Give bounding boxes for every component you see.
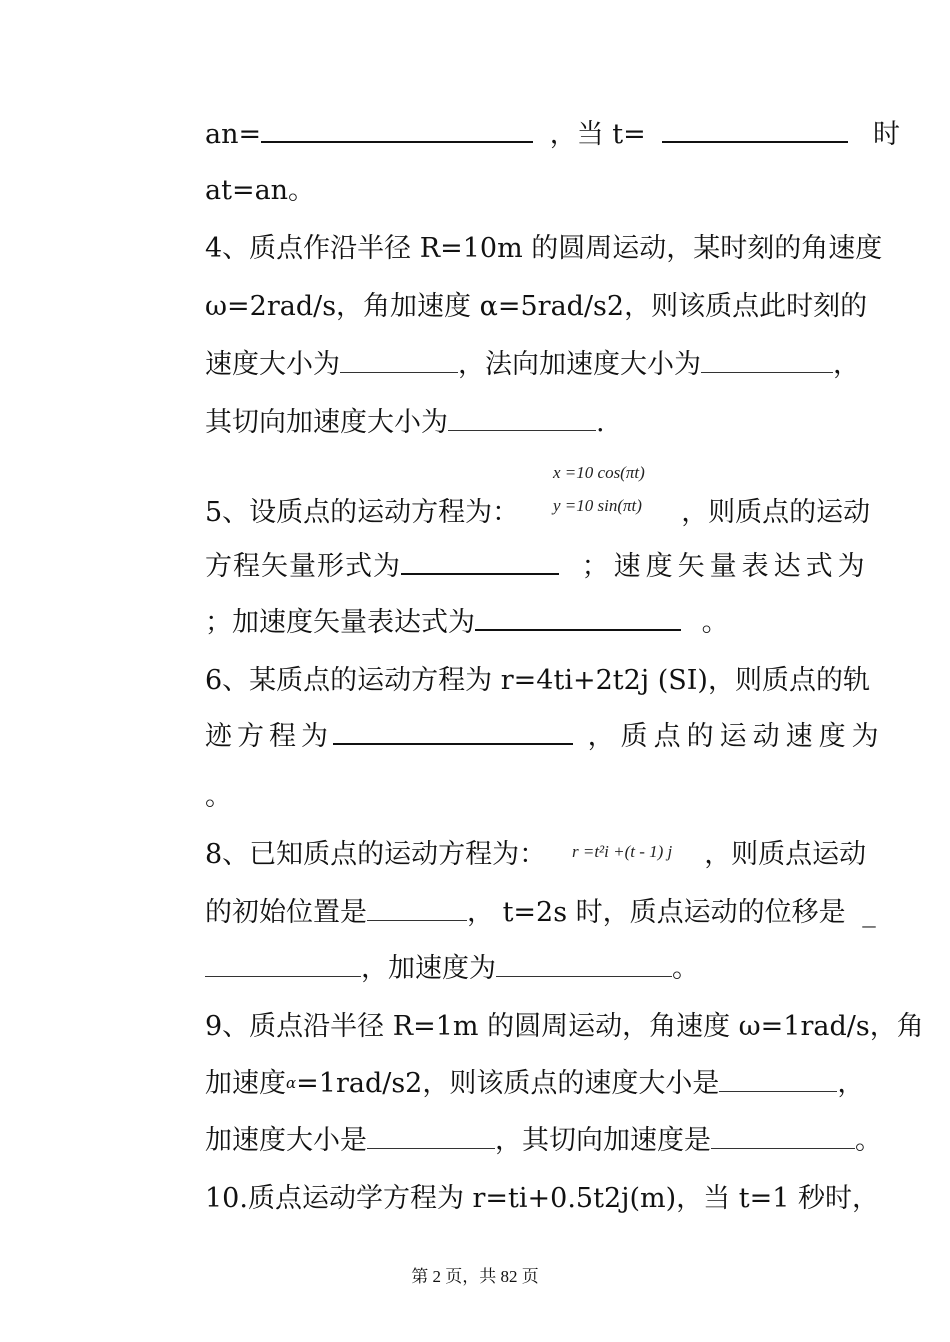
question-5-text: 5、设质点的运动方程为： (205, 497, 520, 528)
equation-r: r =t²i +(t - 1) j (572, 842, 673, 861)
question-4-line-2: ω=2rad/s，角加速度 α=5rad/s2，则该质点此时刻的 (205, 291, 868, 322)
underscore: _ (862, 897, 876, 928)
tangential-answer-blank[interactable] (711, 1126, 855, 1149)
question-4-line-3 (205, 348, 895, 382)
question-5-text-end: ，则质点的运动 (681, 497, 871, 528)
trajectory-label: 迹方程为 (205, 721, 333, 752)
question-4-text: 4、质点作沿半径 R=10m 的圆周运动，某时刻的角速度 (205, 233, 883, 264)
question-9-line-2 (205, 1066, 895, 1101)
vector-form-answer-blank[interactable] (401, 551, 559, 575)
normal-accel-label: ，法向加速度大小为 (458, 349, 701, 380)
question-8-line-2 (205, 896, 895, 930)
an-label: an= (205, 119, 262, 150)
question-9-line-3 (205, 1124, 925, 1158)
speed-answer-blank[interactable] (340, 350, 458, 373)
tangential-accel-label: 其切向加速度大小为 (205, 407, 448, 438)
displacement-label: ， t=2s 时，质点运动的位移是 (467, 897, 846, 928)
question-6-line-1: 6、某质点的运动方程为 r=4ti+2t2j (SI)，则质点的轨 (205, 665, 870, 696)
when-t-label: ，当 t= (549, 119, 646, 150)
acceleration-vector-answer-blank[interactable] (475, 607, 681, 631)
question-4-line-4 (205, 406, 895, 440)
equation-x: x =10 cos(πt) (553, 463, 645, 482)
question-10-line-1: 10.质点运动学方程为 r=ti+0.5t2j(m)，当 t=1 秒时， (205, 1183, 879, 1214)
question-5-line-1 (205, 496, 895, 530)
page-footer: 第 2 页，共 82 页 (411, 1267, 539, 1286)
vector-form-label: 方程矢量形式为 (205, 551, 401, 582)
comma: ， (837, 1068, 865, 1099)
question-8-line-1 (205, 838, 895, 872)
comma: ， (833, 349, 860, 380)
t-answer-blank[interactable] (662, 119, 848, 143)
speed-magnitude-label: =1rad/s2，则该质点的速度大小是 (296, 1068, 720, 1099)
question-6-line-3: 。 (205, 781, 232, 812)
speed-label: 速度大小为 (205, 349, 340, 380)
trajectory-answer-blank[interactable] (333, 721, 573, 745)
initial-position-label: 的初始位置是 (205, 897, 367, 928)
question-5-line-3 (205, 606, 895, 640)
question-4-line-1 (205, 232, 895, 266)
question-9-line-1: 9、质点沿半径 R=1m 的圆周运动，角速度 ω=1rad/s，角 (205, 1011, 924, 1042)
tangential-accel-answer-blank[interactable] (448, 408, 596, 431)
angular-accel-label: 加速度 (205, 1068, 286, 1099)
accel-magnitude-answer-blank[interactable] (367, 1126, 495, 1149)
text-line-2: at=an。 (205, 175, 316, 206)
period: 。 (855, 1125, 882, 1156)
alpha-symbol: α (286, 1074, 297, 1092)
text-line-1 (205, 118, 900, 152)
initial-position-answer-blank[interactable] (367, 898, 467, 921)
question-8-line-3 (205, 952, 895, 986)
acceleration-vector-label: ；加速度矢量表达式为 (205, 607, 475, 638)
question-5-line-2 (205, 550, 895, 584)
accel-magnitude-label: 加速度大小是 (205, 1125, 367, 1156)
an-answer-blank[interactable] (261, 119, 533, 143)
tangential-label: ，其切向加速度是 (495, 1125, 711, 1156)
acceleration-label: ，加速度为 (361, 953, 496, 984)
period: 。 (672, 953, 699, 984)
speed-magnitude-answer-blank[interactable] (719, 1069, 837, 1092)
period: . (596, 407, 605, 438)
equation-y: y =10 sin(πt) (553, 496, 642, 515)
acceleration-answer-blank[interactable] (496, 954, 672, 977)
period: 。 (701, 607, 729, 638)
time-label: 时 (872, 119, 900, 150)
question-8-text: 8、已知质点的运动方程为： (205, 839, 547, 870)
velocity-vector-label: ；速度矢量表达式为 (581, 551, 870, 582)
displacement-answer-blank[interactable] (205, 954, 361, 977)
normal-accel-answer-blank[interactable] (701, 350, 833, 373)
question-6-line-2 (205, 720, 895, 754)
question-8-text-end: ，则质点运动 (704, 839, 867, 870)
velocity-label: ，质点的运动速度为 (587, 721, 885, 752)
